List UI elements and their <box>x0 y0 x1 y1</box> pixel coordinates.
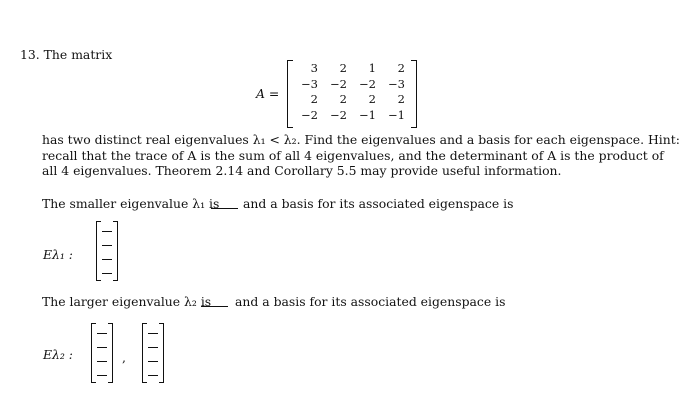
matrix-cell: 2 <box>339 92 347 106</box>
vector-left-bracket <box>91 323 96 383</box>
vector-2b-entry-2-input[interactable] <box>148 347 158 348</box>
matrix-cell: 1 <box>368 61 376 75</box>
vector-2b-entry-4-input[interactable] <box>148 375 158 376</box>
eigenspace-2-label: Eλ₂ : <box>43 347 73 362</box>
vector-left-bracket <box>96 221 101 281</box>
problem-intro: The matrix <box>43 47 113 62</box>
vector-2b-entry-1-input[interactable] <box>148 333 158 334</box>
problem-heading <box>20 47 112 62</box>
matrix-cell: −2 <box>330 107 347 122</box>
smaller-eigenvalue-suffix: and a basis for its associated eigenspace is <box>243 196 514 211</box>
matrix-label: A = <box>256 86 280 101</box>
smaller-eigenvalue-input[interactable] <box>211 208 238 209</box>
vector-2a-entry-1-input[interactable] <box>97 333 107 334</box>
vector-1-entry-1-input[interactable] <box>102 231 112 232</box>
vector-2a-entry-3-input[interactable] <box>97 361 107 362</box>
vector-right-bracket <box>108 323 113 383</box>
matrix-cell: −3 <box>301 76 318 91</box>
eigenspace-2-vector-a <box>91 323 113 383</box>
matrix-a <box>287 60 417 128</box>
smaller-eigenvalue-prefix: The smaller eigenvalue λ₁ is <box>42 196 220 211</box>
matrix-cell: −2 <box>359 76 376 91</box>
vector-right-bracket <box>159 323 164 383</box>
matrix-entries <box>295 61 411 123</box>
matrix-cell: 2 <box>397 92 405 106</box>
matrix-cell: −1 <box>359 107 376 122</box>
paragraph-line: recall that the trace of A is the sum of all 4 eigenvalues, and the determinant of A is the product of <box>42 147 664 163</box>
matrix-cell: −1 <box>388 107 405 122</box>
matrix-right-bracket <box>411 60 417 128</box>
larger-eigenvalue-suffix: and a basis for its associated eigenspace is <box>235 294 506 309</box>
matrix-cell: −2 <box>301 107 318 122</box>
matrix-left-bracket <box>287 60 293 128</box>
vector-separator-comma: , <box>122 350 126 365</box>
matrix-cell: 2 <box>397 61 405 75</box>
matrix-cell: 2 <box>368 92 376 106</box>
vector-2a-entry-2-input[interactable] <box>97 347 107 348</box>
larger-eigenvalue-prefix: The larger eigenvalue λ₂ is <box>42 294 212 309</box>
vector-2b-entry-3-input[interactable] <box>148 361 158 362</box>
vector-right-bracket <box>113 221 118 281</box>
eigenspace-1-vector <box>96 221 118 281</box>
vector-1-entry-3-input[interactable] <box>102 259 112 260</box>
vector-left-bracket <box>142 323 147 383</box>
eigenspace-1-label: Eλ₁ : <box>43 247 73 262</box>
matrix-cell: 2 <box>339 61 347 75</box>
matrix-cell: −3 <box>388 76 405 91</box>
problem-paragraph <box>42 132 680 179</box>
vector-1-entry-4-input[interactable] <box>102 273 112 274</box>
paragraph-line: has two distinct real eigenvalues λ₁ < λ₂. Find the eigenvalues and a basis for each eigenspace. Hint: <box>42 132 680 147</box>
matrix-cell: 2 <box>310 92 318 106</box>
paragraph-line: all 4 eigenvalues. Theorem 2.14 and Corollary 5.5 may provide useful information. <box>42 163 562 178</box>
matrix-cell: −2 <box>330 76 347 91</box>
larger-eigenvalue-input[interactable] <box>201 306 228 307</box>
vector-1-entry-2-input[interactable] <box>102 245 112 246</box>
eigenspace-2-vector-b <box>142 323 164 383</box>
problem-number: 13. <box>20 47 40 62</box>
vector-2a-entry-4-input[interactable] <box>97 375 107 376</box>
matrix-cell: 3 <box>310 61 318 75</box>
